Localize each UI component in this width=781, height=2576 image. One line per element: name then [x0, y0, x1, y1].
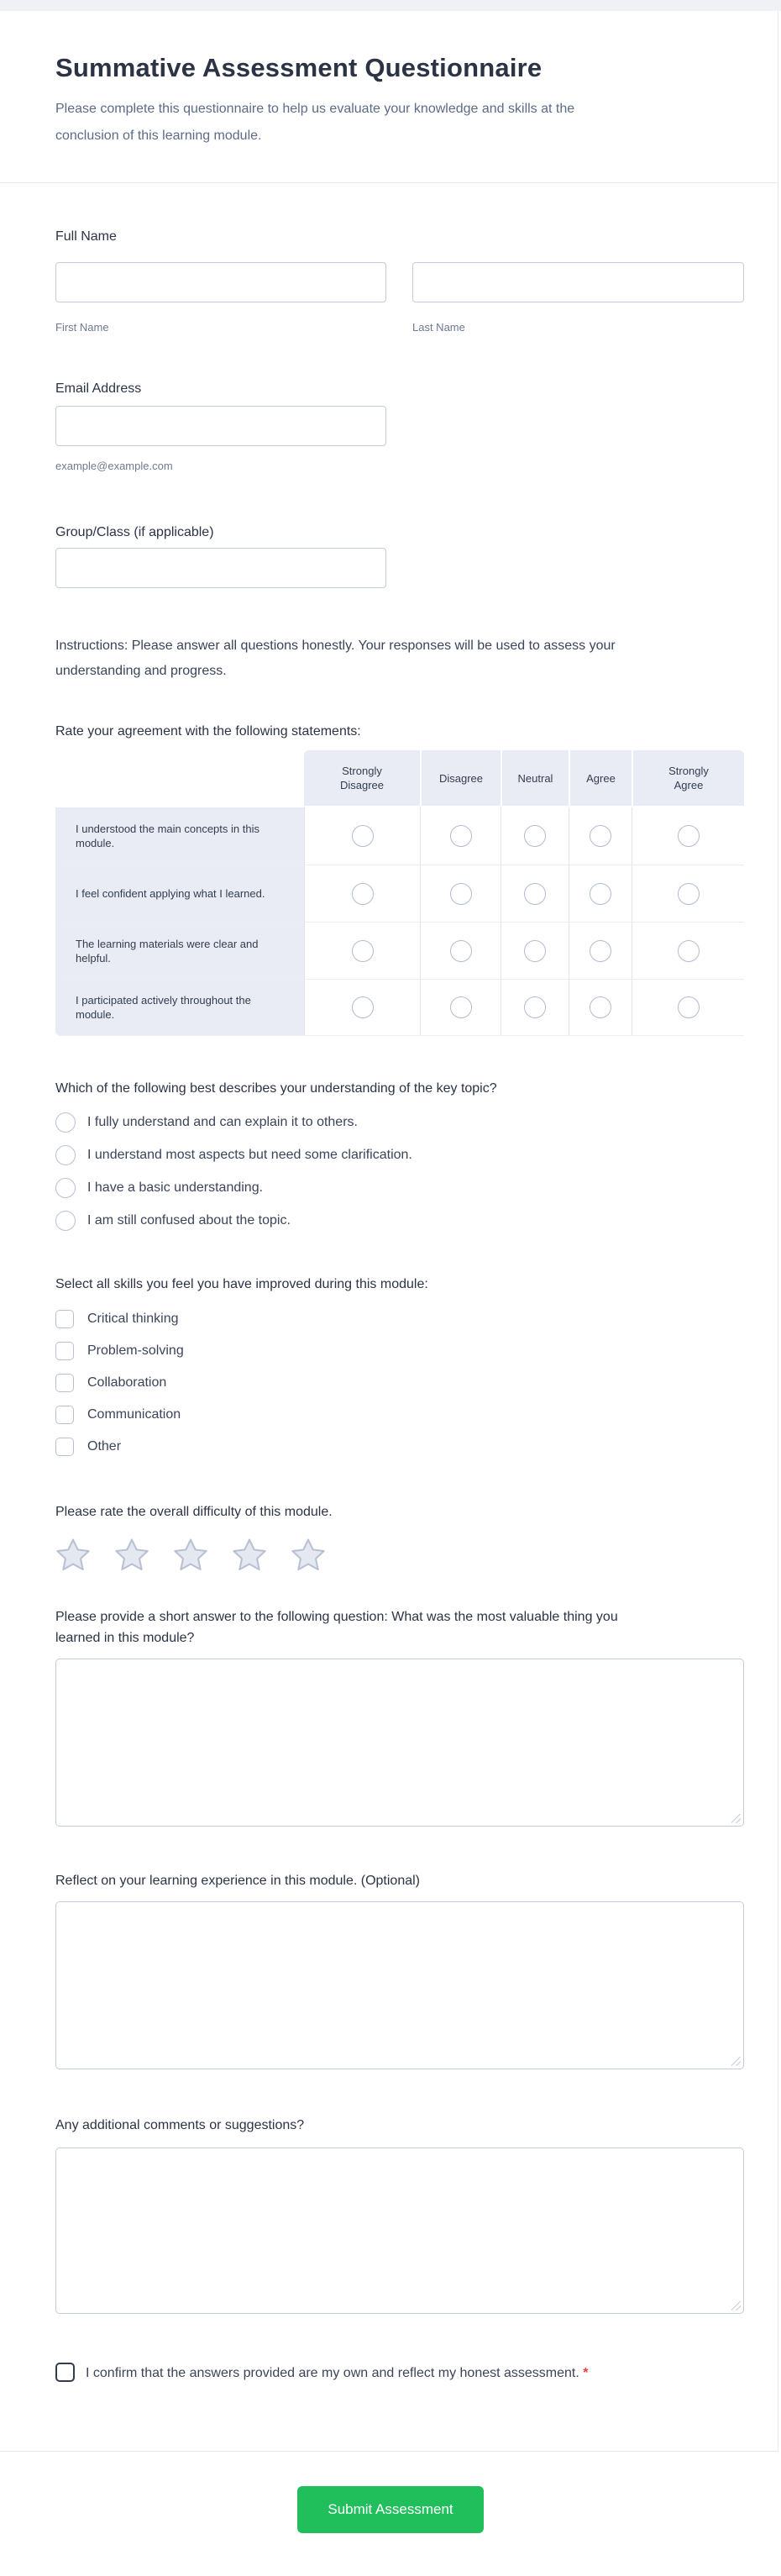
star-icon[interactable] — [114, 1538, 149, 1573]
radio-option[interactable] — [55, 1210, 744, 1232]
full-name-field — [55, 228, 744, 334]
difficulty-label: Please rate the overall difficulty of this module. — [55, 1505, 333, 1519]
checkbox-square-icon[interactable] — [55, 1406, 74, 1424]
matrix-radio[interactable] — [352, 996, 374, 1018]
checkbox-square-icon[interactable] — [55, 1438, 74, 1456]
email-input[interactable] — [55, 406, 386, 446]
page-top-gap — [0, 0, 781, 11]
short-answer-question — [55, 1606, 744, 1827]
reflection-question — [55, 1870, 744, 2069]
matrix-radio[interactable] — [590, 825, 611, 847]
radio-option[interactable] — [55, 1112, 744, 1133]
group-class-label: Group/Class (if applicable) — [55, 525, 214, 539]
last-name-input[interactable] — [412, 262, 744, 302]
matrix-radio[interactable] — [450, 940, 472, 962]
matrix-radio[interactable] — [678, 825, 700, 847]
matrix-row-label: The learning materials were clear and helpful. — [55, 922, 304, 979]
matrix-radio[interactable] — [590, 883, 611, 905]
matrix-radio[interactable] — [352, 825, 374, 847]
resize-handle-icon[interactable] — [731, 1814, 741, 1823]
matrix-column-header: Strongly Agree — [632, 750, 744, 806]
matrix-radio[interactable] — [450, 996, 472, 1018]
page-subtitle: Please complete this questionnaire to help us evaluate your knowledge and skills at the conclusion of this learning module. — [55, 102, 575, 143]
checkbox-option-label: Other — [87, 1439, 122, 1454]
group-class-input[interactable] — [55, 548, 386, 588]
reflection-label: Reflect on your learning experience in this module. (Optional) — [55, 1874, 421, 1888]
matrix-row-label: I understood the main concepts in this module. — [55, 807, 304, 865]
matrix-column-header: Strongly Disagree — [304, 750, 420, 806]
matrix-radio[interactable] — [450, 825, 472, 847]
matrix-radio[interactable] — [524, 883, 546, 905]
matrix-column-header: Disagree — [420, 750, 501, 806]
email-sublabel: example@example.com — [55, 460, 173, 472]
confirmation-field — [55, 2363, 593, 2384]
checkbox-option[interactable] — [55, 1372, 744, 1394]
skills-question — [55, 1275, 744, 1458]
short-answer-label: Please provide a short answer to the following question: What was the most valuable thing you learned in this module? — [55, 1610, 618, 1645]
checkbox-option-label: Problem-solving — [87, 1343, 184, 1358]
radio-option-label: I fully understand and can explain it to others. — [87, 1115, 358, 1129]
matrix-radio[interactable] — [450, 883, 472, 905]
checkbox-option[interactable] — [55, 1340, 744, 1362]
radio-circle-icon[interactable] — [55, 1112, 76, 1133]
resize-handle-icon[interactable] — [731, 2301, 741, 2311]
star-icon[interactable] — [291, 1538, 326, 1573]
resize-handle-icon[interactable] — [731, 2057, 741, 2066]
comments-textarea[interactable] — [55, 2148, 744, 2314]
radio-option[interactable] — [55, 1144, 744, 1166]
matrix-radio[interactable] — [524, 996, 546, 1018]
matrix-radio[interactable] — [678, 940, 700, 962]
matrix-row-label: I participated actively throughout the module. — [55, 979, 304, 1036]
star-icon[interactable] — [55, 1538, 91, 1573]
matrix-label: Rate your agreement with the following statements: — [55, 724, 361, 739]
skills-question-label: Select all skills you feel you have improved during this module: — [55, 1277, 428, 1291]
radio-circle-icon[interactable] — [55, 1145, 76, 1165]
comments-label: Any additional comments or suggestions? — [55, 2118, 305, 2132]
instructions-text: Instructions: Please answer all questions honestly. Your responses will be used to assess your understanding and progress. — [55, 639, 616, 678]
comments-question — [55, 2115, 744, 2314]
checkbox-option[interactable] — [55, 1436, 744, 1458]
matrix-radio[interactable] — [352, 940, 374, 962]
matrix-radio[interactable] — [524, 940, 546, 962]
understanding-question-label: Which of the following best describes your understanding of the key topic? — [55, 1081, 497, 1096]
checkbox-option-label: Critical thinking — [87, 1312, 179, 1326]
star-icon[interactable] — [232, 1538, 267, 1573]
matrix-radio[interactable] — [524, 825, 546, 847]
matrix-corner-cell — [55, 750, 304, 806]
email-label: Email Address — [55, 381, 142, 396]
reflection-textarea[interactable] — [55, 1901, 744, 2069]
difficulty-question — [55, 1503, 744, 1573]
star-rating — [55, 1538, 744, 1573]
matrix-radio[interactable] — [352, 883, 374, 905]
checkbox-option[interactable] — [55, 1404, 744, 1426]
matrix-radio[interactable] — [678, 883, 700, 905]
radio-option-label: I am still confused about the topic. — [87, 1213, 291, 1228]
form-card — [0, 11, 778, 2452]
matrix-column-header: Neutral — [501, 750, 569, 806]
last-name-sublabel: Last Name — [412, 321, 465, 334]
confirm-checkbox[interactable] — [55, 2363, 75, 2382]
radio-circle-icon[interactable] — [55, 1211, 76, 1231]
matrix-row-label: I feel confident applying what I learned. — [55, 865, 304, 922]
page-title: Summative Assessment Questionnaire — [55, 53, 543, 82]
checkbox-option-label: Communication — [87, 1407, 181, 1422]
matrix-radio[interactable] — [590, 940, 611, 962]
checkbox-square-icon[interactable] — [55, 1310, 74, 1328]
radio-option-label: I understand most aspects but need some clarification. — [87, 1148, 412, 1162]
checkbox-square-icon[interactable] — [55, 1342, 74, 1360]
matrix-column-header: Agree — [569, 750, 632, 806]
radio-option-label: I have a basic understanding. — [87, 1180, 264, 1195]
submit-button[interactable]: Submit Assessment — [297, 2486, 484, 2533]
matrix-table — [55, 750, 744, 1036]
checkbox-square-icon[interactable] — [55, 1374, 74, 1392]
first-name-input[interactable] — [55, 262, 386, 302]
radio-option[interactable] — [55, 1177, 744, 1199]
checkbox-option[interactable] — [55, 1308, 744, 1330]
required-asterisk: * — [583, 2366, 589, 2380]
full-name-label: Full Name — [55, 229, 117, 244]
star-icon[interactable] — [173, 1538, 208, 1573]
short-answer-textarea[interactable] — [55, 1659, 744, 1827]
form-body — [0, 228, 778, 2384]
matrix-radio[interactable] — [678, 996, 700, 1018]
radio-circle-icon[interactable] — [55, 1178, 76, 1198]
email-field — [55, 380, 744, 473]
confirmation-label: I confirm that the answers provided are my own and reflect my honest assessment. — [86, 2366, 579, 2380]
group-class-field — [55, 523, 744, 588]
first-name-sublabel: First Name — [55, 321, 109, 334]
matrix-question — [55, 723, 744, 1036]
form-header — [0, 11, 778, 183]
understanding-question — [55, 1080, 744, 1232]
checkbox-option-label: Collaboration — [87, 1375, 167, 1390]
submit-section — [0, 2452, 781, 2576]
matrix-radio[interactable] — [590, 996, 611, 1018]
